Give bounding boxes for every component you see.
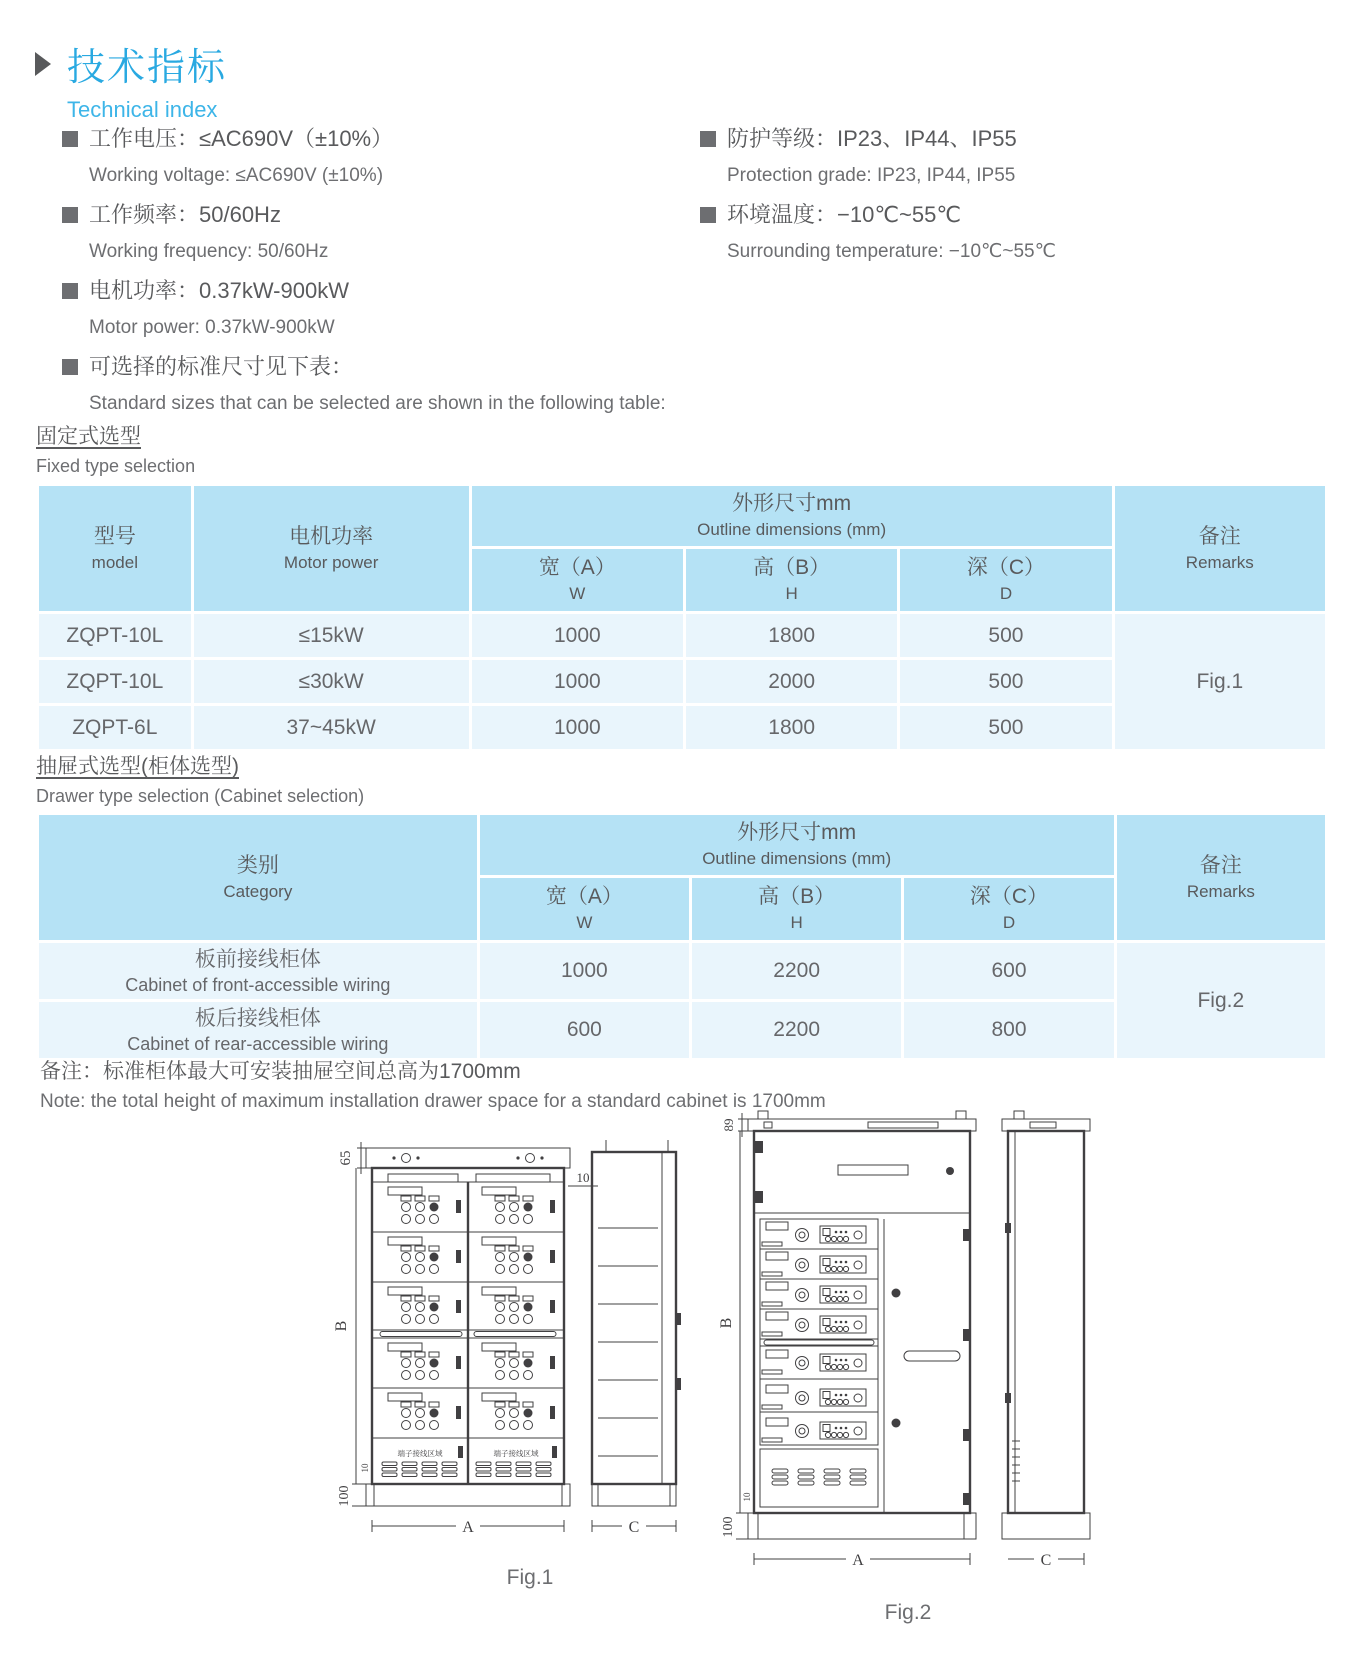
spec-en-text: Motor power: 0.37kW-900kW — [89, 317, 335, 338]
cell-model: ZQPT-10L — [39, 660, 191, 703]
spec-cn-text: 可选择的标准尺寸见下表： — [89, 354, 354, 379]
spec-item — [62, 124, 682, 189]
col-header-depth — [904, 878, 1113, 940]
fig2-dim-89: 89 — [721, 1118, 736, 1132]
col-header-category — [39, 815, 477, 940]
section-title-en: Drawer type selection (Cabinet selection) — [36, 786, 365, 806]
cell-width: 1000 — [472, 614, 683, 657]
section-title-en: Fixed type selection — [36, 456, 196, 476]
col-header-outline — [480, 815, 1114, 875]
cell-width: 1000 — [480, 943, 689, 999]
col-header-width — [480, 878, 689, 940]
category-cn: 板前接线柜体 — [194, 947, 321, 971]
page-subtitle: Technical index — [67, 97, 218, 122]
cell-depth: 500 — [900, 706, 1111, 749]
cell-height: 1800 — [686, 614, 897, 657]
fig1-dim-65: 65 — [338, 1150, 354, 1166]
header-cn: 深（C） — [966, 556, 1046, 579]
cell-width: 1000 — [472, 706, 683, 749]
fig1-dim-10-top: 10 — [576, 1170, 590, 1185]
spec-cn-text: 防护等级：IP23、IP44、IP55 — [727, 126, 1017, 151]
spec-item — [700, 124, 1320, 189]
header-cn: 电机功率 — [289, 524, 374, 548]
col-header-width — [472, 549, 683, 611]
col-header-outline — [472, 486, 1112, 546]
fig2-dim-A: A — [852, 1552, 864, 1569]
header-en: W — [569, 584, 586, 603]
spec-en-text: Surrounding temperature: −10℃~55℃ — [727, 241, 1056, 262]
header-en: Motor power — [283, 552, 379, 572]
header-en: Remarks — [1186, 881, 1255, 901]
header-en: W — [576, 913, 593, 932]
square-bullet-icon — [62, 283, 78, 299]
spec-item — [62, 352, 682, 417]
spec-list-left — [62, 124, 682, 428]
square-bullet-icon — [62, 359, 78, 375]
fig2-dim-B: B — [718, 1317, 735, 1329]
cell-model: ZQPT-10L — [39, 614, 191, 657]
category-en: Cabinet of front-accessible wiring — [125, 974, 391, 995]
cell-remark: Fig.2 — [1117, 943, 1325, 1058]
square-bullet-icon — [62, 207, 78, 223]
figure-1 — [330, 1128, 730, 1590]
fig1-drawing — [330, 1128, 730, 1553]
page-title: 技术指标 — [67, 47, 228, 89]
table-row — [39, 614, 1325, 657]
cell-depth: 500 — [900, 614, 1111, 657]
cell-category — [39, 943, 477, 999]
spec-cn-text: 电机功率：0.37kW-900kW — [89, 278, 349, 303]
fig2-dim-10: 10 — [742, 1492, 752, 1502]
header-en: H — [790, 913, 803, 932]
section-title-cn: 抽屉式选型(柜体选型) — [36, 755, 239, 778]
cell-depth: 500 — [900, 660, 1111, 703]
fig1-terminal-label-left: 端子接线区域 — [397, 1449, 443, 1458]
cell-height: 2000 — [686, 660, 897, 703]
spec-en-text: Standard sizes that can be selected are shown in the following table: — [89, 393, 666, 414]
header-cn: 宽（A） — [545, 885, 623, 908]
cell-power: 37~45kW — [194, 706, 469, 749]
page-header — [35, 36, 227, 123]
fixed-section-label — [36, 420, 195, 477]
header-en: Outline dimensions (mm) — [697, 520, 887, 539]
spec-item — [62, 276, 682, 341]
cell-remark: Fig.1 — [1115, 614, 1325, 749]
square-bullet-icon — [62, 131, 78, 147]
cell-width: 600 — [480, 1002, 689, 1058]
header-cn: 外形尺寸mm — [737, 821, 857, 844]
col-header-model — [39, 486, 191, 611]
table-row — [39, 943, 1325, 999]
fig2-caption: Fig.2 — [884, 1601, 932, 1624]
fig1-dim-10-small: 10 — [360, 1463, 370, 1473]
drawer-type-table — [36, 812, 1328, 1061]
section-title-cn: 固定式选型 — [36, 425, 141, 448]
fig1-dim-C: C — [628, 1519, 640, 1536]
cell-category — [39, 1002, 477, 1058]
header-cn: 外形尺寸mm — [732, 492, 852, 515]
spec-cn-text: 环境温度：−10℃~55℃ — [727, 202, 962, 227]
header-cn: 高（B） — [753, 556, 831, 579]
header-cn: 备注 — [1199, 853, 1242, 877]
header-en: D — [999, 584, 1013, 603]
table-note — [40, 1058, 826, 1113]
header-en: Category — [223, 881, 293, 901]
square-bullet-icon — [700, 131, 716, 147]
fig2-dim-C: C — [1040, 1552, 1052, 1569]
cell-width: 1000 — [472, 660, 683, 703]
col-header-height — [692, 878, 901, 940]
cell-height: 2200 — [692, 1002, 901, 1058]
header-cn: 高（B） — [758, 885, 836, 908]
cell-power: ≤15kW — [194, 614, 469, 657]
cell-height: 2200 — [692, 943, 901, 999]
col-header-height — [686, 549, 897, 611]
note-en: Note: the total height of maximum installation drawer space for a standard cabinet is 1700mm — [40, 1091, 826, 1112]
header-en: Remarks — [1185, 552, 1254, 572]
note-cn: 备注：标准柜体最大可安装抽屉空间总高为1700mm — [40, 1060, 521, 1083]
section-arrow-icon — [35, 52, 51, 76]
spec-cn-text: 工作频率：50/60Hz — [89, 202, 281, 227]
cell-depth: 800 — [904, 1002, 1113, 1058]
fig1-dim-A: A — [462, 1519, 474, 1536]
figure-2 — [718, 1093, 1098, 1625]
fig1-caption: Fig.1 — [506, 1566, 554, 1589]
header-cn: 类别 — [236, 853, 279, 877]
cell-depth: 600 — [904, 943, 1113, 999]
col-header-remarks — [1117, 815, 1325, 940]
header-en: model — [91, 552, 138, 572]
cell-power: ≤30kW — [194, 660, 469, 703]
header-cn: 型号 — [93, 524, 136, 548]
fig2-drawing — [718, 1093, 1098, 1588]
spec-en-text: Working voltage: ≤AC690V (±10%) — [89, 165, 384, 186]
col-header-power — [194, 486, 469, 611]
cell-height: 1800 — [686, 706, 897, 749]
fig1-dim-B: B — [333, 1320, 350, 1332]
drawer-section-label — [36, 750, 364, 807]
header-en: Outline dimensions (mm) — [702, 849, 892, 868]
header-cn: 宽（A） — [538, 556, 616, 579]
fig1-terminal-label-right: 端子接线区域 — [493, 1449, 539, 1458]
col-header-remarks — [1115, 486, 1325, 611]
header-en: H — [785, 584, 798, 603]
spec-list-right — [700, 124, 1320, 276]
category-cn: 板后接线柜体 — [194, 1006, 321, 1030]
square-bullet-icon — [700, 207, 716, 223]
fig1-dim-100: 100 — [337, 1485, 352, 1507]
header-cn: 深（C） — [969, 885, 1049, 908]
spec-en-text: Working frequency: 50/60Hz — [89, 241, 329, 262]
header-cn: 备注 — [1198, 524, 1241, 548]
spec-item — [700, 200, 1320, 265]
spec-item — [62, 200, 682, 265]
spec-cn-text: 工作电压：≤AC690V（±10%） — [89, 126, 394, 151]
category-en: Cabinet of rear-accessible wiring — [127, 1033, 389, 1054]
cell-model: ZQPT-6L — [39, 706, 191, 749]
fixed-type-table — [36, 483, 1328, 752]
col-header-depth — [900, 549, 1111, 611]
fig2-dim-100: 100 — [721, 1516, 736, 1538]
header-en: D — [1002, 913, 1016, 932]
spec-en-text: Protection grade: IP23, IP44, IP55 — [727, 165, 1016, 186]
